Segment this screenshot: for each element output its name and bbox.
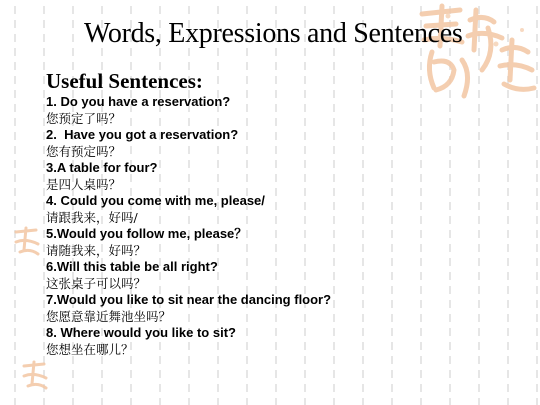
chinese-translation: 是四人桌吗？ [46, 177, 122, 192]
sentence-item [46, 127, 331, 160]
english-sentence: 8. Where would you like to sit? [46, 325, 236, 340]
small-seal-icon [20, 360, 50, 390]
chinese-translation: 请跟我来，好吗/ [46, 210, 138, 225]
small-seal-icon [12, 226, 42, 256]
english-sentence: 4. Could you come with me, please/ [46, 193, 265, 208]
english-sentence: 6.Will this table be all right? [46, 259, 218, 274]
sentence-item [46, 226, 331, 259]
chinese-translation: 您想坐在哪儿？ [46, 342, 134, 357]
slide-title: Words, Expressions and Sentences [84, 18, 463, 49]
english-sentence: 7.Would you like to sit near the dancing floor? [46, 292, 332, 307]
chinese-translation: 您预定了吗？ [46, 111, 122, 126]
sentence-list [46, 94, 331, 358]
english-sentence: 1. Do you have a reservation? [46, 94, 231, 109]
chinese-translation: 您有预定吗？ [46, 144, 122, 159]
sentence-item [46, 292, 331, 325]
section-heading: Useful Sentences: [46, 69, 203, 93]
calligraphy-seal-icon [412, 0, 540, 104]
sentence-item [46, 94, 331, 127]
chinese-translation: 请随我来，好吗？ [46, 243, 147, 258]
sentence-item [46, 160, 331, 193]
chinese-translation: 这张桌子可以吗？ [46, 276, 147, 291]
chinese-translation: 您愿意靠近舞池坐吗？ [46, 309, 172, 324]
sentence-item [46, 259, 331, 292]
sentence-item [46, 325, 331, 358]
english-sentence: 5.Would you follow me, please？ [46, 226, 248, 241]
sentence-item [46, 193, 331, 226]
english-sentence: 2. Have you got a reservation? [46, 127, 239, 142]
english-sentence: 3.A table for four? [46, 160, 158, 175]
